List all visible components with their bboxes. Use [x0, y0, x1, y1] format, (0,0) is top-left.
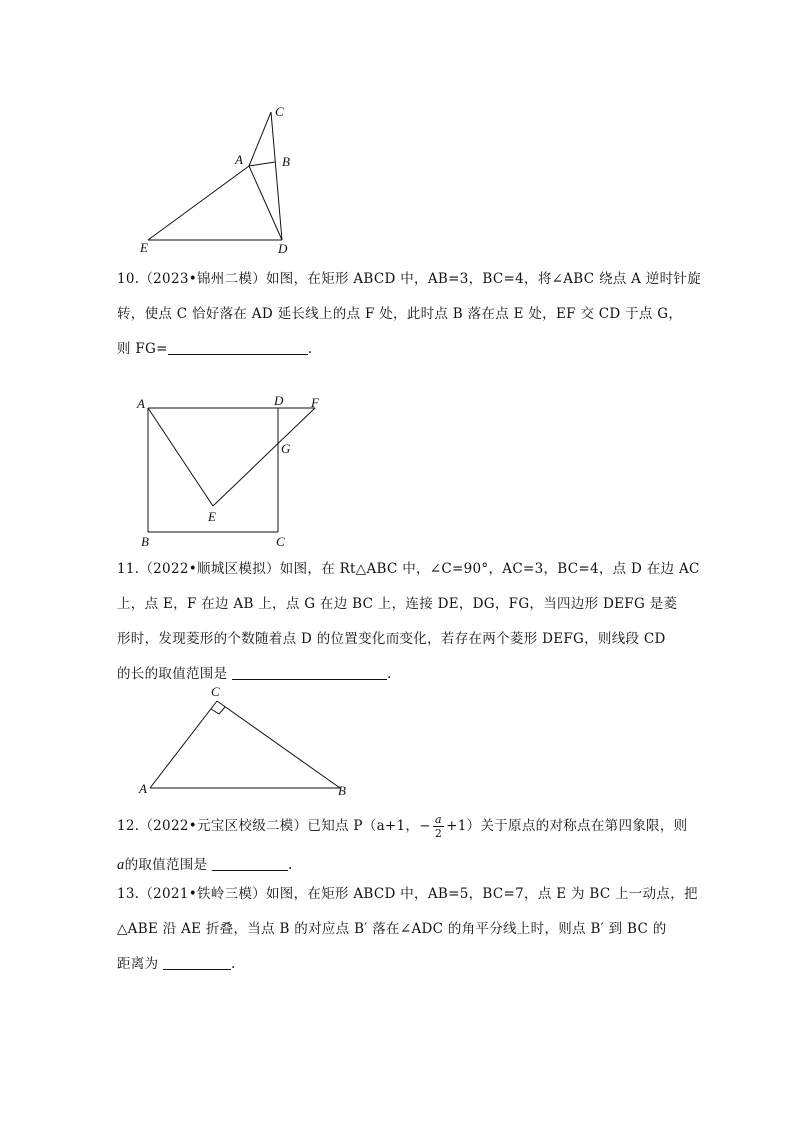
question-10	[117, 262, 701, 367]
q13-line-2: △ABE 沿 AE 折叠，当点 B 的对应点 B′ 落在∠ADC 的角平分线上时，则点 B′ 到 BC 的	[117, 921, 667, 937]
q13-line-1: 13.（2021•铁岭三模）如图，在矩形 ABCD 中，AB=5，BC=7，点 E 为 BC 上一动点，把	[117, 886, 698, 902]
figure-3	[0, 680, 794, 800]
question-13	[117, 877, 698, 982]
q10-line-1: 10.（2023•锦州二模）如图，在矩形 ABCD 中，AB=3，BC=4，将∠ABC 绕点 A 逆时针旋	[117, 271, 701, 287]
segment-ab	[249, 162, 275, 166]
q13-answer-blank[interactable]	[163, 955, 231, 970]
q12-answer-blank[interactable]	[212, 856, 288, 871]
segment-ca	[249, 112, 271, 166]
label-f: F	[311, 395, 319, 410]
segment-ef	[213, 408, 315, 506]
right-angle-mark	[211, 707, 225, 714]
label-c: C	[211, 684, 220, 699]
label-g: G	[281, 441, 291, 456]
q11-line-4: 的长的取值范围是 .	[117, 666, 392, 682]
fraction-a-over-2: $\frac{a}{2}$	[434, 813, 443, 840]
label-b: B	[338, 783, 346, 798]
label-c: C	[276, 534, 285, 549]
label-d: D	[278, 241, 288, 256]
q12-line-2: a的取值范围是 .	[117, 857, 293, 873]
q11-line-1: 11.（2022•顺城区模拟）如图，在 Rt△ABC 中，∠C=90°，AC=3，BC=4，点 D 在边 AC	[117, 561, 700, 577]
q10-answer-blank[interactable]	[168, 340, 308, 355]
label-b: B	[141, 534, 149, 549]
figure-2	[0, 392, 794, 552]
q11-line-3: 形时，发现菱形的个数随着点 D 的位置变化而变化，若存在两个菱形 DEFG，则线段 CD	[117, 631, 666, 647]
q10-line-2: 转，使点 C 恰好落在 AD 延长线上的点 F 处，此时点 B 落在点 E 处，EF 交 CD 于点 G，	[117, 306, 683, 322]
label-c: C	[275, 104, 284, 119]
q11-line-2: 上，点 E，F 在边 AB 上，点 G 在边 BC 上，连接 DE，DG，FG，当四边形 DEFG 是菱	[117, 596, 678, 612]
label-a: A	[137, 396, 145, 411]
q12-line-1: 12.（2022•元宝区校级二模）已知点 P（a+1，− $\frac{a}{2}$ +1）关于原点的对称点在第四象限，则	[117, 813, 688, 840]
question-11	[117, 552, 700, 692]
segment-ae	[148, 408, 213, 506]
segment-ea	[148, 166, 249, 240]
segment-cd	[271, 112, 282, 240]
label-b: B	[282, 154, 290, 169]
label-e: E	[208, 509, 216, 524]
q13-line-3: 距离为 .	[117, 956, 236, 972]
segment-ac	[150, 701, 217, 788]
q11-answer-blank[interactable]	[232, 665, 387, 680]
label-d: D	[274, 393, 284, 408]
label-a: A	[235, 152, 243, 167]
figure-1	[0, 0, 794, 270]
question-12	[117, 804, 688, 883]
label-e: E	[140, 240, 148, 255]
segment-cb	[217, 701, 340, 788]
q10-line-3: 则 FG= .	[117, 341, 313, 357]
label-a: A	[139, 781, 147, 796]
